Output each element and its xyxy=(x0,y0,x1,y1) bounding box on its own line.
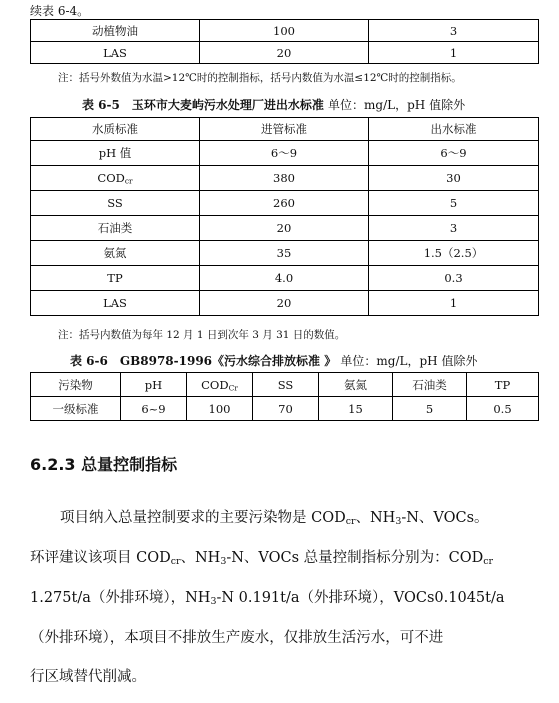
header-cell: 污染物 xyxy=(31,373,121,397)
table-6-4 xyxy=(30,19,539,64)
table-cell: 100 xyxy=(200,20,369,42)
header-cell: 进管标准 xyxy=(200,118,369,141)
table-6-6 xyxy=(30,372,539,421)
header-cell: 出水标准 xyxy=(369,118,539,141)
table-6-5 xyxy=(30,117,539,316)
header-cell: $COD_{Cr}$ xyxy=(187,373,253,397)
paragraph-line: 项目纳入总量控制要求的主要污染物是 $COD_{cr}$、$NH_3-N$、VOCs。 xyxy=(60,510,489,527)
table-cell: LAS xyxy=(31,42,200,64)
table-cell: 20 xyxy=(200,291,369,316)
table-row xyxy=(31,166,539,191)
table-cell: 20 xyxy=(200,42,369,64)
paragraph-line: 行区域替代削减。 xyxy=(30,669,146,685)
table-cell: TP xyxy=(31,266,200,291)
header-cell: SS xyxy=(253,373,319,397)
table-cell: 氨氮 xyxy=(31,241,200,266)
table-cell: $COD_{cr}$ xyxy=(31,166,200,191)
header-cell: pH xyxy=(121,373,187,397)
table-cell: 0.5 xyxy=(467,397,539,421)
table-cell: 1 xyxy=(369,42,539,64)
table-note: 注：括号内数值为每年 12 月 1 日到次年 3 月 31 日的数值。 xyxy=(58,329,346,341)
table-cell: pH 值 xyxy=(31,141,200,166)
table-caption xyxy=(82,96,465,113)
table-caption xyxy=(70,352,477,369)
table-cell: SS xyxy=(31,191,200,216)
table-cell: 35 xyxy=(200,241,369,266)
table-cell: 0.3 xyxy=(369,266,539,291)
table-row xyxy=(31,20,539,42)
table-cell: 3 xyxy=(369,216,539,241)
table-cell: 100 xyxy=(187,397,253,421)
table-cell: 1 xyxy=(369,291,539,316)
table-row xyxy=(31,141,539,166)
table-header-row xyxy=(31,118,539,141)
table-cell: 5 xyxy=(369,191,539,216)
header-cell: 氨氮 xyxy=(319,373,393,397)
continued-label: 续表 6-4。 xyxy=(30,4,90,18)
table-row xyxy=(31,216,539,241)
table-row xyxy=(31,42,539,64)
table-cell: 一级标准 xyxy=(31,397,121,421)
paragraph-line: （外排环境），本项目不排放生产废水，仅排放生活污水，可不进 xyxy=(30,630,444,646)
table-cell: 260 xyxy=(200,191,369,216)
table-cell: 5 xyxy=(393,397,467,421)
caption-unit: 单位：mg/L，pH 值除外 xyxy=(328,98,466,112)
table-cell: 3 xyxy=(369,20,539,42)
table-cell: 4.0 xyxy=(200,266,369,291)
table-cell: 30 xyxy=(369,166,539,191)
table-note: 注：括号外数值为水温>12℃时的控制指标，括号内数值为水温≤12℃时的控制指标。 xyxy=(58,72,462,84)
header-cell: 水质标准 xyxy=(31,118,200,141)
table-cell: 20 xyxy=(200,216,369,241)
table-row xyxy=(31,191,539,216)
caption-title: 表 6-6 GB8978-1996《污水综合排放标准 》 xyxy=(70,354,337,368)
table-cell: 6~9 xyxy=(121,397,187,421)
table-cell: 石油类 xyxy=(31,216,200,241)
paragraph-line: 环评建议该项目 $COD_{cr}$、$NH_3-N$、VOCs 总量控制指标分别为：$COD_{cr}$ xyxy=(30,550,494,567)
table-row xyxy=(31,266,539,291)
table-cell: 6～9 xyxy=(369,141,539,166)
table-cell: 380 xyxy=(200,166,369,191)
header-cell: TP xyxy=(467,373,539,397)
table-cell: 动植物油 xyxy=(31,20,200,42)
table-cell: LAS xyxy=(31,291,200,316)
caption-unit: 单位：mg/L，pH 值除外 xyxy=(340,354,478,368)
table-header-row xyxy=(31,373,539,397)
table-cell: 70 xyxy=(253,397,319,421)
paragraph-line: 1.275t/a（外排环境），$NH_3-N$ 0.191t/a（外排环境），VOCs0.1045t/a xyxy=(30,590,505,607)
table-cell: 6～9 xyxy=(200,141,369,166)
table-row xyxy=(31,397,539,421)
table-cell: 1.5（2.5） xyxy=(369,241,539,266)
table-row xyxy=(31,241,539,266)
table-row xyxy=(31,291,539,316)
table-cell: 15 xyxy=(319,397,393,421)
header-cell: 石油类 xyxy=(393,373,467,397)
section-heading: 6.2.3 总量控制指标 xyxy=(30,455,178,474)
caption-title: 表 6-5 玉环市大麦屿污水处理厂进出水标准 xyxy=(82,98,324,112)
